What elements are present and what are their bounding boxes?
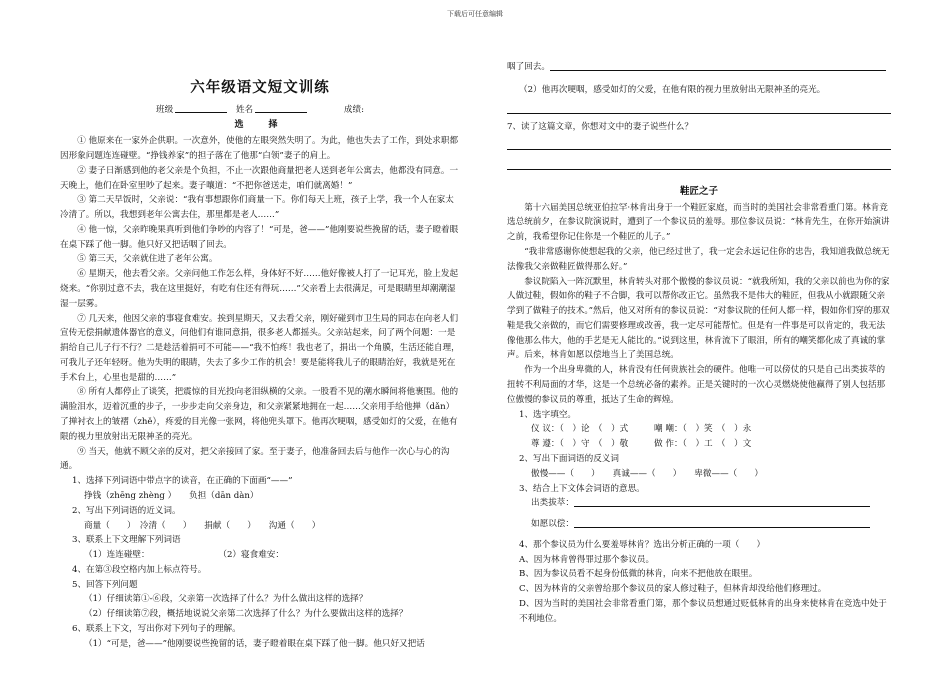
question-2: 2、写出下列词语的近义词。 — [72, 505, 181, 516]
article-question-1-row-2: 尊 遵：（ ）守 （ ）敬 做 作：（ ）工 （ ）文 — [531, 439, 752, 450]
class-label: 班级 — [156, 104, 174, 115]
article-title: 鞋匠之子 — [679, 186, 718, 198]
question-1-options: 挣钱（zhēng zhèng ） 负担（dān dàn） — [84, 490, 259, 501]
article-paragraph-1: 第十六届美国总统亚伯拉罕·林肯出身于一个鞋匠家庭，而当时的美国社会非常看重门第。林肯竞选总统前夕，在参议院演说时，遭到了一个参议员的羞辱。那位参议员说：“林肯先生，在你开始演讲之前，我希望你记住你是一个鞋匠的儿子。” — [507, 202, 890, 243]
score-label: 成绩: — [343, 104, 364, 115]
article-paragraph-3: 参议院陷入一阵沉默里，林肯转头对那个傲慢的参议员说：“就我所知，我的父亲以前也为你的家人做过鞋，假如你的鞋子不合脚，我可以帮你改正它。虽然我不是伟大的鞋匠，但我从小就跟随父亲学到了做鞋子的技术。”然后，他又对所有的参议员说：“对参议院的任何人都一样，假如你们穿的那双鞋是我父亲做的，而它们需要修理或改善，我一定尽可能帮忙。但是有一件事是可以肯定的，我无法像他那么伟大，他的手艺是无人能比的。”说到这里，林肯流下了眼泪，所有的嘲笑都化成了真诚的掌声。后来，林肯如愿以偿地当上了美国总统。 — [507, 276, 890, 361]
answer-line[interactable] — [507, 104, 891, 114]
article-question-3: 3、结合上下文体会词语的意思。 — [519, 483, 645, 494]
question-5: 5、回答下列问题 — [72, 579, 138, 590]
name-field[interactable] — [255, 103, 307, 113]
paragraph-7: ⑦ 几天来，他因父亲的事寝食难安。挨到星期天，又去看父亲，刚好碰到市卫生局的同志在向老人们宣传无偿捐献遗体器官的意义，问他们有谁同意捐，很多老人都摇头。父亲站起来，问了两个问题：一是捐给自己儿子行不行？二是趁活着捐可不可能——“我不怕疼！我也老了，捐出一个角膜，生活还能自理，可我儿子还年轻呀。他为失明的眼睛，失去了多少工作的机会！要是能将我儿子的眼睛治好，我就是死在手术台上，心里也是甜的……” — [60, 313, 460, 383]
question-6-1: （1）“可是，爸——”他刚要说些挽留的话，妻子瞪着眼在桌下踩了他一脚。他只好又把话 — [84, 638, 425, 649]
paragraph-4: ④ 他一惊，父亲昨晚果真听到他们争吵的内容了！“可是，爸——”他刚要说些挽留的话，妻子瞪着眼在桌下踩了他一脚。他只好又把话咽了回去。 — [60, 224, 459, 250]
answer-line[interactable] — [574, 518, 870, 528]
question-6: 6、联系上下文，写出你对下列句子的理解。 — [72, 623, 241, 634]
question-2-items: 商量（ ） 冷清（ ） 捐献（ ） 沟通（ ） — [84, 520, 321, 531]
option-c: C、因为林肯的父亲曾给那个参议员的家人修过鞋子，但林肯却没给他们修理过。 — [519, 584, 827, 595]
option-a: A、因为林肯曾得罪过那个参议员。 — [519, 554, 655, 565]
paragraph-8: ⑧ 所有人都停止了谈笑，把震惊的目光投向老泪纵横的父亲。一股看不见的潮水瞬间将他裹围。他的满脸泪水，迈着沉重的步子，一步步走向父亲身边，和父亲紧紧地拥在一起……父亲用手给他掸（dǎn）了掸衬衣上的皱褶（zhě），疼爱的目光像一张网，将他兜头罩下。他再次哽咽，感受如灯的父爱，在他有限的视力里放射出无限神圣的亮光。 — [60, 387, 459, 442]
paragraph-5: ⑤ 第三天，父亲就住进了老年公寓。 — [77, 254, 218, 265]
paragraph-3: ③ 第二天早饭时，父亲说：“我有事想跟你们商量一下。你们每天上班，孩子上学，我一个人在家太冷清了。所以，我想到老年公寓去住，那里都是老人……” — [60, 195, 454, 221]
article-paragraph-2: “我非常感谢你使想起我的父亲，他已经过世了，我一定会永远记住你的忠告，我知道我做总统无法像我父亲做鞋匠做得那么好。” — [507, 247, 890, 272]
answer-line[interactable] — [507, 140, 891, 150]
question-7: 7、读了这篇文章，你想对文中的妻子说些什么？ — [507, 121, 693, 132]
right-column — [507, 60, 891, 627]
continuation-line: 咽了回去。 — [507, 60, 891, 75]
question-6-2: （2）他再次哽咽，感受如灯的父爱，在他有限的视力里放射出无限神圣的亮光。 — [519, 84, 826, 95]
paragraph-6: ⑥ 星期天，他去看父亲。父亲问他工作怎么样，身体好不好……他好像被人打了一记耳光，脸上发起烧来。“你别过意不去，我在这里挺好，有吃有住还有得玩……”父亲看上去很满足，可是眼睛里却潮潮湿湿一层雾。 — [60, 269, 459, 309]
question-3-items: （1）连连碰壁： （2）寝食难安： — [84, 550, 284, 561]
question-5-1: （1）仔细读第①-⑥段，父亲第一次选择了什么？为什么做出这样的选择？ — [84, 594, 368, 605]
article-question-2: 2、写出下面词语的反义词 — [519, 453, 619, 464]
article-question-3-a: 出类拔萃： — [507, 496, 891, 511]
paragraph-9: ⑨ 当天，他就不顾父亲的反对，把父亲接回了家。至于妻子，他准备回去后与他作一次心与心的沟通。 — [60, 446, 450, 472]
article-question-2-row: 傲慢——（ ） 真诚——（ ） 卑微——（ ） — [531, 468, 764, 479]
article-question-1-row-1: 仪 议：（ ）论 （ ）式 嘲 嘲：（ ）笑 （ ）永 — [531, 424, 752, 435]
article-question-3-b: 如愿以偿： — [507, 517, 891, 532]
article-question-1: 1、选字填空。 — [519, 409, 577, 420]
answer-line[interactable] — [574, 497, 870, 507]
student-info-line — [60, 103, 460, 118]
answer-line[interactable] — [550, 61, 886, 71]
header-note: 下载后可任意编辑 — [447, 10, 503, 18]
left-column — [60, 66, 460, 652]
class-field[interactable] — [175, 103, 227, 113]
question-3: 3、联系上下文理解下列词语 — [72, 535, 181, 546]
paragraph-2: ② 妻子日渐感到他的老父亲是个负担，不止一次跟他商量把老人送到老年公寓去，他都没有同意。一天晚上，他们在卧室里吵了起来。妻子嚷道：“不把你爸送走，咱们就离婚！” — [60, 165, 459, 191]
paragraph-1: ① 他原来在一家外企供职。一次意外，使他的左眼突然失明了。为此，他也失去了工作，到处求职都因形象问题连连碰壁。“挣钱养家”的担子落在了他那“白领”妻子的肩上。 — [60, 136, 459, 161]
question-1: 1、选择下列词语中带点字的读音，在正确的下面画“——” — [72, 476, 293, 487]
answer-line[interactable] — [507, 160, 891, 170]
option-d: D、因为当时的美国社会非常看重门第，那个参议员想通过贬低林肯的出身来使林肯在竞选中处于不利地位。 — [519, 598, 887, 624]
name-label: 姓名 — [235, 104, 254, 115]
option-b: B、因为参议员看不起身份低微的林肯，向来不把他放在眼里。 — [519, 569, 758, 580]
section-heading: 选 择 — [234, 119, 286, 130]
page-title: 六年级语文短文训练 — [190, 79, 330, 96]
article-question-4: 4、那个参议员为什么要羞辱林肯？选出分析正确的一项（ ） — [519, 539, 766, 550]
question-4: 4、在第③段空格内加上标点符号。 — [72, 564, 207, 575]
article-paragraph-4: 作为一个出身卑微的人，林肯没有任何贵族社会的硬件。他唯一可以傍仗的只是自己出类拔萃的扭转不利局面的才华，这是一个总统必备的素养。正是关键时的一次心灵燃烧使他赢得了别人包括那位傲慢的参议员的尊重，抵达了生命的辉煌。 — [507, 365, 886, 405]
question-5-2: （2）仔细读第⑦段，概括地说说父亲第二次选择了什么？为什么要做出这样的选择？ — [84, 609, 408, 620]
